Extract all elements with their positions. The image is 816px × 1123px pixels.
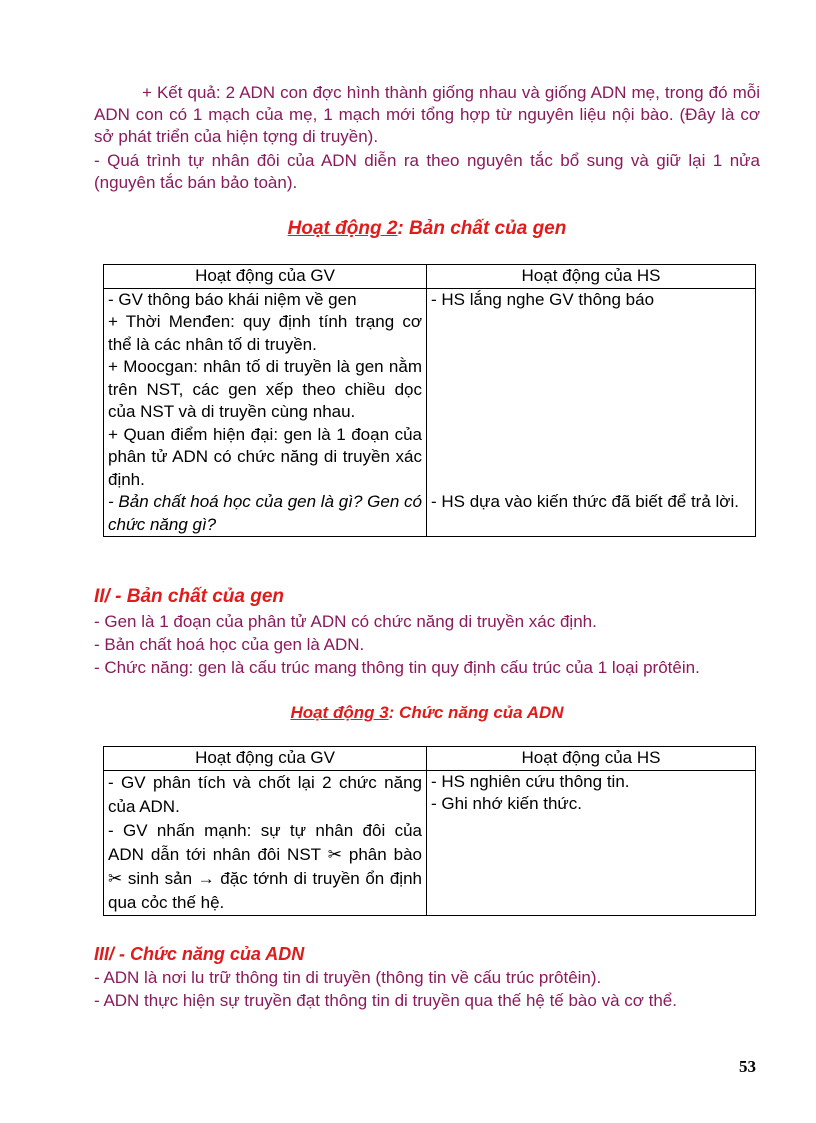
activity2-gv-line: - GV thông báo khái niệm về gen (108, 289, 357, 309)
activity2-heading (94, 218, 760, 240)
activity2-hs-listen: - HS lắng nghe GV thông báo (431, 289, 655, 309)
activity3-gv-line (108, 819, 422, 915)
activity3-gv-cell (104, 770, 427, 915)
activity3-gv-2b: phân bào (348, 844, 423, 864)
activity3-col-gv: Hoạt động của GV (104, 747, 427, 771)
section2-line: - Gen là 1 đoạn của phân tử ADN có chức năng di truyền xác định. (94, 612, 597, 631)
scissors-icon: ✂ (327, 844, 342, 864)
activity2-gv-line: + Moocgan: nhân tố di truyền là gen nằm trên NST, các gen xếp theo chiều dọc của NST và di truyền cùng nhau. (108, 357, 422, 421)
activity2-gv-line: + Quan điểm hiện đại: gen là 1 đoạn của phân tử ADN có chức năng di truyền xác định. (108, 424, 422, 489)
activity2-heading-rest: : Bản chất của gen (397, 218, 567, 239)
activity3-heading-label: Hoạt động 3 (290, 703, 389, 722)
scissors-icon: ✂ (108, 868, 123, 888)
activity2-col-hs: Hoạt động của HS (427, 265, 756, 289)
activity3-hs-line: - Ghi nhớ kiến thức. (431, 794, 583, 813)
activity2-col-gv: Hoạt động của GV (104, 265, 427, 289)
section2-line: - Bản chất hoá học của gen là ADN. (94, 635, 365, 654)
page-number: 53 (739, 1057, 756, 1076)
section2-title: II/ - Bản chất của gen (94, 586, 285, 607)
activity2-gv-cell (104, 288, 427, 537)
activity3-gv-line: - GV phân tích và chốt lại 2 chức năng của ADN. (108, 772, 422, 816)
activity2-hs-cell (427, 288, 756, 537)
activity2-heading-label: Hoạt động 2 (287, 218, 398, 239)
activity2-gv-line: + Thời Menđen: quy định tính trạng cơ thể là các nhân tố di truyền. (108, 312, 422, 354)
activity3-heading (94, 703, 760, 723)
section2-line: - Chức năng: gen là cấu trúc mang thông tin quy định cấu trúc của 1 loại prôtêin. (94, 658, 700, 677)
activity3-table (103, 746, 756, 916)
activity3-hs-line: - HS nghiên cứu thông tin. (431, 771, 630, 791)
arrow-right-icon: → (197, 868, 215, 888)
activity2-gv-question: - Bản chất hoá học của gen là gì? Gen có chức năng gì? (108, 492, 422, 534)
activity3-gv-2c: sinh sản (127, 868, 193, 888)
activity3-col-hs: Hoạt động của HS (427, 747, 756, 771)
activity2-hs-answer: - HS dựa vào kiến thức đã biết để trả lời. (431, 491, 739, 511)
activity3-heading-rest: : Chức năng của ADN (388, 703, 564, 722)
section3-line: - ADN thực hiện sự truyền đạt thông tin di truyền qua thế hệ tế bào và cơ thể. (94, 991, 677, 1010)
activity3-gv-2d: đặc tớnh di truyền ổn định qua cỏc thế hệ. (108, 868, 422, 912)
intro-result: + Kết quả: 2 ADN con đợc hình thành giống nhau và giống ADN mẹ, trong đó mỗi ADN con có 1 mạch của mẹ, 1 mạch mới tổng hợp từ nguyên liệu nội bào. (Đây là cơ sở phát triển của hiện tợng di truyền). (94, 83, 760, 146)
intro-principle: - Quá trình tự nhân đôi của ADN diễn ra theo nguyên tắc bổ sung và giữ lại 1 nửa (nguyên tắc bán bảo toàn). (94, 151, 760, 192)
activity2-table (103, 264, 756, 537)
activity3-gv-2a: - GV nhấn mạnh: sự tự nhân đôi của ADN dẫn tới nhân đôi NST (108, 820, 422, 864)
section3-title: III/ - Chức năng của ADN (94, 944, 305, 964)
section3-line: - ADN là nơi lu trữ thông tin di truyền (thông tin về cấu trúc prôtêin). (94, 968, 602, 987)
activity3-hs-cell (427, 770, 756, 915)
